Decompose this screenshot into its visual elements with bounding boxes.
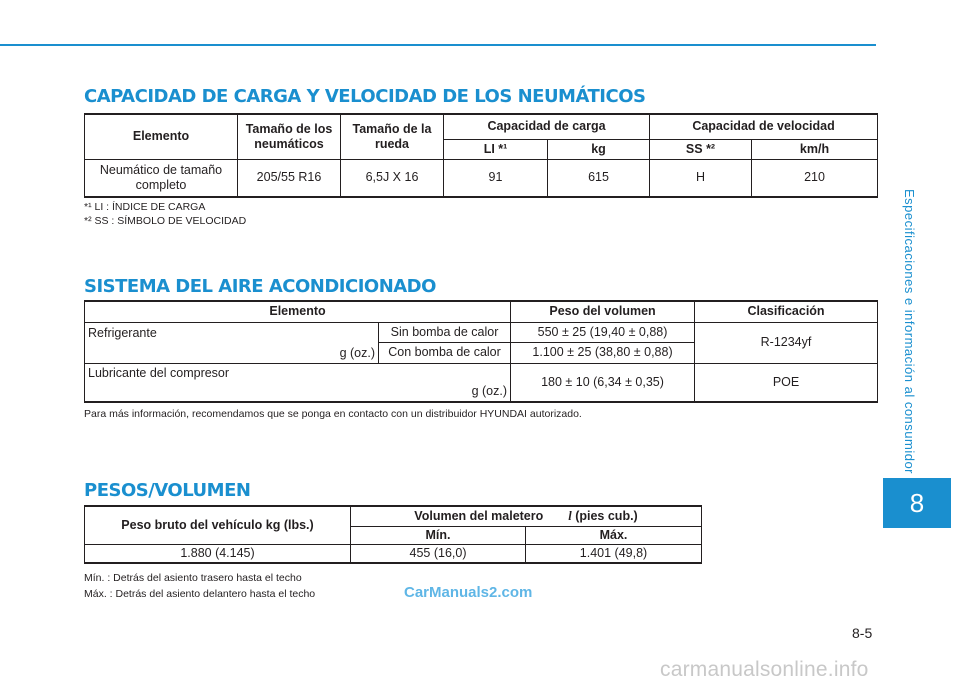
weights-section-title: PESOS/VOLUMEN (84, 480, 251, 501)
lubricant-unit: g (oz.) (471, 384, 508, 399)
table-row (85, 159, 878, 197)
watermark-logo[interactable]: CarManuals2.com (404, 584, 533, 601)
side-chapter-title: Especificaciones e información al consumidor (902, 189, 917, 475)
header-max: Máx. (526, 526, 702, 544)
header-speed-capacity: Capacidad de velocidad (650, 114, 878, 139)
ac-note: Para más información, recomendamos que se ponga en contacto con un distribuidor HYUNDAI autorizado. (84, 408, 582, 420)
cell-wheel-size: 6,5J X 16 (341, 159, 444, 197)
weights-table (84, 505, 702, 564)
cell-with-pump-value: 1.100 ± 25 (38,80 ± 0,88) (511, 343, 695, 364)
table-row (85, 322, 878, 343)
cell-gross-weight: 1.880 (4.145) (85, 544, 351, 563)
tires-note-ss: *² SS : SÍMBOLO DE VELOCIDAD (84, 215, 247, 227)
cell-min: 455 (16,0) (351, 544, 526, 563)
cell-lubricant-class: POE (695, 363, 878, 402)
trunk-volume-label: Volumen del maletero (414, 508, 544, 523)
ac-header-volume-weight: Peso del volumen (511, 301, 695, 322)
trunk-volume-unit: (pies cub.) (575, 508, 638, 523)
tires-section-title: CAPACIDAD DE CARGA Y VELOCIDAD DE LOS NEUMÁTICOS (84, 86, 646, 107)
liter-symbol: l (568, 508, 572, 523)
footer-watermark[interactable]: carmanualsonline.info (660, 658, 869, 681)
cell-with-pump: Con bomba de calor (379, 343, 511, 364)
cell-refrigerant-class: R-1234yf (695, 322, 878, 363)
lubricant-label: Lubricante del compresor (88, 366, 230, 381)
tires-note-li: *¹ LI : ÍNDICE DE CARGA (84, 201, 206, 213)
cell-max: 1.401 (49,8) (526, 544, 702, 563)
cell-without-pump: Sin bomba de calor (379, 322, 511, 343)
header-ss: SS *² (650, 139, 752, 159)
cell-tire-size: 205/55 R16 (238, 159, 341, 197)
table-row (85, 544, 702, 563)
ac-header-element: Elemento (85, 301, 511, 322)
cell-without-pump-value: 550 ± 25 (19,40 ± 0,88) (511, 322, 695, 343)
weights-note-max: Máx. : Detrás del asiento delantero hasta el techo (84, 588, 316, 600)
cell-element: Neumático de tamaño completo (85, 159, 238, 197)
header-trunk-volume (351, 506, 702, 526)
cell-kmh: 210 (752, 159, 878, 197)
tires-table (84, 113, 878, 198)
header-gross-weight: Peso bruto del vehículo kg (lbs.) (85, 506, 351, 544)
cell-lubricant-value: 180 ± 10 (6,34 ± 0,35) (511, 363, 695, 402)
chapter-tab[interactable]: 8 (883, 478, 951, 528)
cell-refrigerant (85, 322, 379, 363)
cell-lubricant (85, 363, 511, 402)
header-li: LI *¹ (444, 139, 548, 159)
cell-li: 91 (444, 159, 548, 197)
ac-section-title: SISTEMA DEL AIRE ACONDICIONADO (84, 276, 436, 297)
header-load-capacity: Capacidad de carga (444, 114, 650, 139)
cell-kg: 615 (548, 159, 650, 197)
ac-header-classification: Clasificación (695, 301, 878, 322)
weights-note-min: Mín. : Detrás del asiento trasero hasta el techo (84, 572, 302, 584)
header-kmh: km/h (752, 139, 878, 159)
refrigerant-label: Refrigerante (88, 325, 157, 340)
cell-ss: H (650, 159, 752, 197)
header-min: Mín. (351, 526, 526, 544)
header-tire-size: Tamaño de los neumáticos (238, 114, 341, 159)
header-wheel-size: Tamaño de la rueda (341, 114, 444, 159)
page-number: 8-5 (852, 625, 873, 641)
top-rule (0, 44, 876, 46)
refrigerant-unit: g (oz.) (339, 345, 375, 360)
header-kg: kg (548, 139, 650, 159)
ac-table (84, 300, 878, 403)
table-row (85, 363, 878, 402)
header-element: Elemento (85, 114, 238, 159)
